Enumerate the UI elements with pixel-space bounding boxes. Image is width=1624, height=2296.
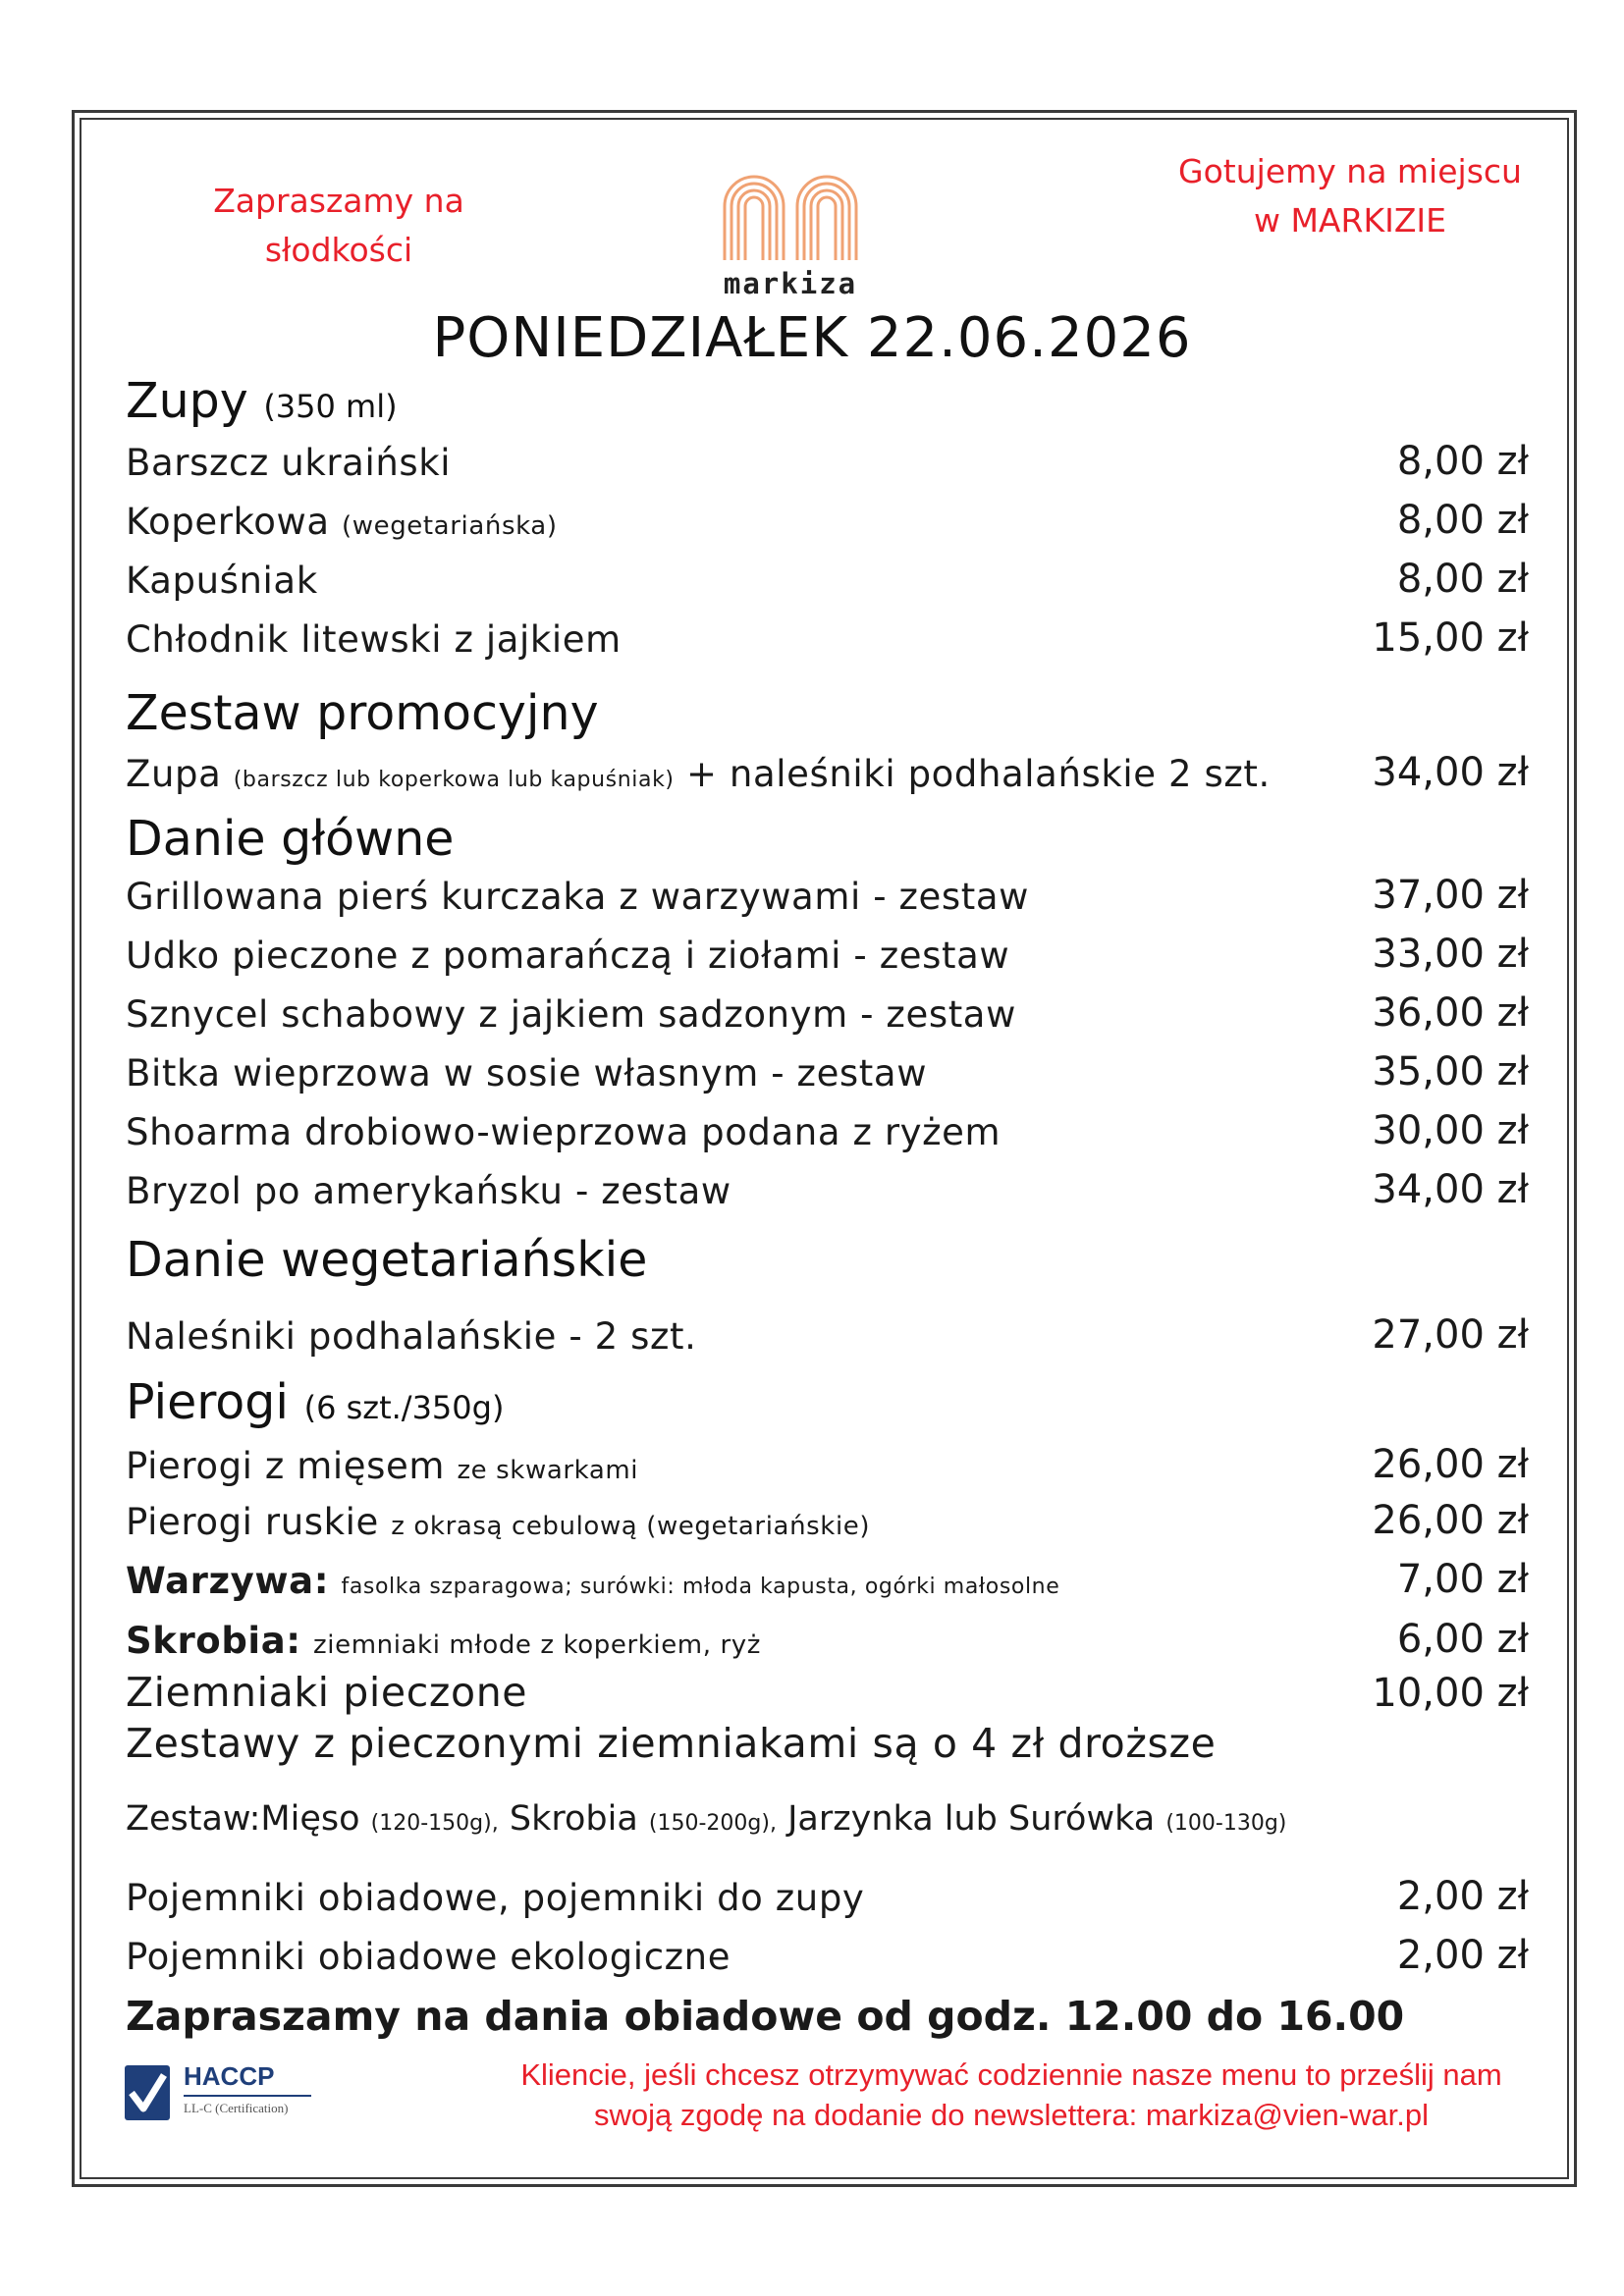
item-price: 30,00 zł — [1372, 1108, 1529, 1153]
menu-row — [126, 1045, 1529, 1095]
item-name: Pierogi z mięsem — [126, 1445, 446, 1487]
item-price: 6,00 zł — [1396, 1617, 1529, 1662]
item-note: ze skwarkami — [457, 1456, 639, 1485]
pierogi-heading: Pierogi — [126, 1374, 289, 1430]
menu-row — [126, 1870, 1529, 1919]
item-price: 2,00 zł — [1396, 1933, 1529, 1978]
menu-row — [126, 435, 1529, 484]
zestaw-starch-weight: (150-200g), — [648, 1811, 777, 1836]
item-name-extra: + naleśniki podhalańskie 2 szt. — [685, 753, 1271, 795]
cooking-line-2: w MARKIZIE — [1253, 201, 1447, 240]
newsletter-line-2: swoją zgodę na dodanie do newslettera: markiza@vien-war.pl — [594, 2098, 1429, 2132]
zestaw-veg: Jarzynka lub Surówka — [787, 1799, 1156, 1839]
zestaw-starch: Skrobia — [509, 1799, 638, 1839]
item-name: Ziemniaki pieczone — [126, 1669, 528, 1716]
section-danie-glowne: Danie główne — [126, 811, 455, 867]
item-price: 34,00 zł — [1372, 1167, 1529, 1212]
item-price: 34,00 zł — [1372, 750, 1529, 795]
menu-row-skrobia — [126, 1613, 1529, 1662]
item-name: Pojemniki obiadowe, pojemniki do zupy — [126, 1877, 865, 1919]
item-price: 8,00 zł — [1396, 439, 1529, 484]
item-note: (barszcz lub koperkowa lub kapuśniak) — [233, 768, 675, 792]
item-price: 8,00 zł — [1396, 498, 1529, 543]
warzywa-label: Warzywa: — [126, 1560, 330, 1602]
item-price: 26,00 zł — [1372, 1498, 1529, 1543]
menu-row — [126, 553, 1529, 602]
sweets-line-2: słodkości — [264, 231, 413, 269]
pierogi-portion: (6 szt./350g) — [303, 1389, 505, 1426]
item-name: Pojemniki obiadowe ekologiczne — [126, 1936, 731, 1978]
markiza-logo — [717, 157, 864, 304]
menu-row — [126, 746, 1529, 795]
menu-row — [126, 1104, 1529, 1153]
item-name: Pierogi ruskie — [126, 1501, 379, 1543]
zestaw-meat: Zestaw:Mięso — [126, 1799, 360, 1839]
item-price: 7,00 zł — [1396, 1557, 1529, 1602]
menu-row-ziemniaki — [126, 1667, 1529, 1716]
item-name: Sznycel schabowy z jajkiem sadzonym - zestaw — [126, 993, 1016, 1036]
menu-row — [126, 1494, 1529, 1543]
menu-row-warzywa — [126, 1553, 1529, 1602]
item-price: 27,00 zł — [1372, 1312, 1529, 1358]
item-price: 36,00 zł — [1372, 990, 1529, 1036]
menu-row — [126, 1929, 1529, 1978]
menu-row — [126, 987, 1529, 1036]
item-price: 15,00 zł — [1372, 615, 1529, 661]
item-name: Shoarma drobiowo-wieprzowa podana z ryżem — [126, 1111, 1001, 1153]
item-price: 26,00 zł — [1372, 1442, 1529, 1487]
section-pierogi — [126, 1374, 504, 1430]
sweets-line-1: Zapraszamy na — [213, 182, 464, 220]
newsletter-note — [432, 2055, 1591, 2135]
section-zestaw-promocyjny: Zestaw promocyjny — [126, 685, 599, 741]
sweets-invitation — [211, 177, 466, 275]
menu-row — [126, 1308, 1529, 1358]
section-zupy — [126, 373, 398, 429]
zestaw-composition — [126, 1799, 1286, 1839]
item-price: 35,00 zł — [1372, 1049, 1529, 1095]
zupy-portion: (350 ml) — [263, 388, 398, 425]
zestawy-surcharge-note: Zestawy z pieczonymi ziemniakami są o 4 zł droższe — [126, 1720, 1217, 1767]
markiza-logo-icon — [717, 157, 864, 265]
item-price: 2,00 zł — [1396, 1874, 1529, 1919]
section-danie-wegetarianskie: Danie wegetariańskie — [126, 1232, 648, 1288]
haccp-subtitle: LL-C (Certification) — [184, 2101, 289, 2115]
menu-row — [126, 1163, 1529, 1212]
item-name: Chłodnik litewski z jajkiem — [126, 618, 622, 661]
item-price: 8,00 zł — [1396, 557, 1529, 602]
item-price: 37,00 zł — [1372, 873, 1529, 918]
item-note: z okrasą cebulową (wegetariańskie) — [391, 1512, 871, 1541]
page-title: PONIEDZIAŁEK 22.06.2026 — [432, 306, 1192, 370]
skrobia-label: Skrobia: — [126, 1620, 301, 1662]
opening-hours: Zapraszamy na dania obiadowe od godz. 12.00 do 16.00 — [126, 1993, 1405, 2040]
item-name: Barszcz ukraiński — [126, 442, 452, 484]
item-name: Bryzol po amerykańsku - zestaw — [126, 1170, 731, 1212]
item-price: 33,00 zł — [1372, 932, 1529, 977]
haccp-badge — [123, 2061, 329, 2130]
cooking-on-site — [1154, 147, 1546, 245]
item-name: Kapuśniak — [126, 560, 318, 602]
menu-row — [126, 494, 1529, 543]
newsletter-line-1: Kliencie, jeśli chcesz otrzymywać codziennie nasze menu to prześlij nam — [520, 2057, 1502, 2092]
item-name: Bitka wieprzowa w sosie własnym - zestaw — [126, 1052, 928, 1095]
zupy-heading: Zupy — [126, 373, 248, 429]
item-name: Koperkowa — [126, 501, 330, 543]
item-price: 10,00 zł — [1372, 1671, 1529, 1716]
logo-wordmark: markiza — [723, 267, 858, 300]
menu-row — [126, 928, 1529, 977]
item-name: Udko pieczone z pomarańczą i ziołami - zestaw — [126, 934, 1010, 977]
item-name: Zupa — [126, 753, 222, 795]
haccp-check-icon — [123, 2063, 174, 2124]
item-name: Naleśniki podhalańskie - 2 szt. — [126, 1315, 697, 1358]
menu-row — [126, 869, 1529, 918]
menu-row — [126, 612, 1529, 661]
haccp-title: HACCP — [184, 2061, 275, 2091]
zestaw-veg-weight: (100-130g) — [1165, 1811, 1287, 1836]
cooking-line-1: Gotujemy na miejscu — [1178, 152, 1522, 190]
zestaw-meat-weight: (120-150g), — [370, 1811, 499, 1836]
item-note: (wegetariańska) — [341, 511, 558, 541]
menu-row — [126, 1438, 1529, 1487]
warzywa-text: fasolka szparagowa; surówki: młoda kapusta, ogórki małosolne — [341, 1575, 1060, 1599]
skrobia-text: ziemniaki młode z koperkiem, ryż — [313, 1630, 761, 1660]
item-name: Grillowana pierś kurczaka z warzywami - zestaw — [126, 876, 1030, 918]
